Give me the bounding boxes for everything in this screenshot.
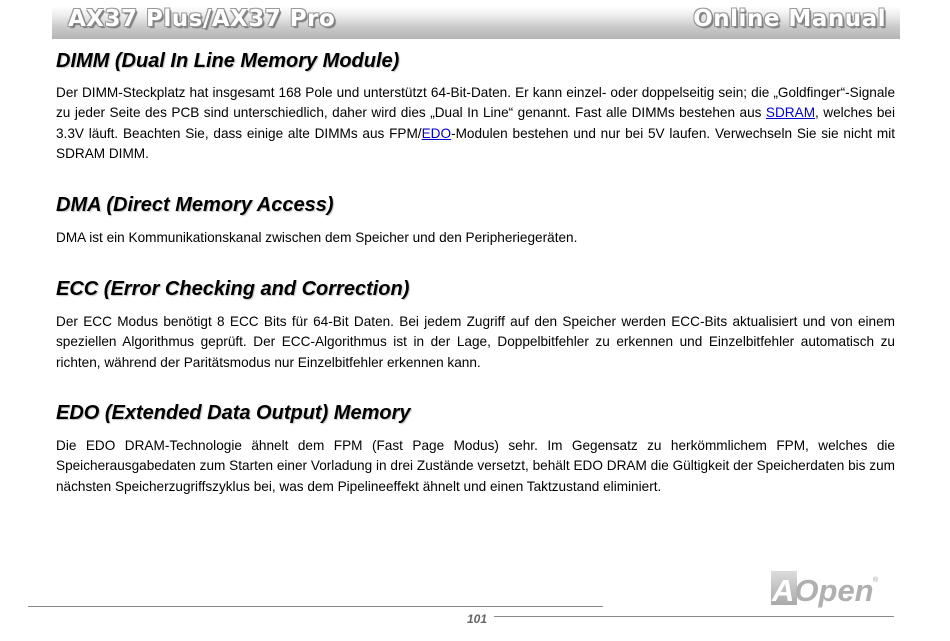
section-text-dimm [56, 83, 895, 164]
section-title-ecc: ECC (Error Checking and Correction) [56, 278, 410, 300]
footer-divider-right [494, 616, 894, 617]
dimm-text-part-2: , welches bei 3.3V läuft. Beachten Sie, dass einige alte DIMMs aus FPM/ [56, 105, 895, 141]
sdram-link[interactable]: SDRAM [765, 105, 816, 121]
section-title-dma: DMA (Direct Memory Access) [56, 194, 334, 216]
dimm-text-part-1: Der DIMM-Steckplatz hat insgesamt 168 Pole und unterstützt 64-Bit-Daten. Er kann einzel- oder doppelseitig sein; die „Goldfinger“-Signale zu jeder Seite des PCB sind unterschiedlich, daher wird dies „Dual In Line“ genannt. Fast alle DIMMs bestehen aus [56, 85, 895, 121]
manual-model-title: AX37 Plus/AX37 Pro [68, 6, 336, 32]
section-text-ecc: Der ECC Modus benötigt 8 ECC Bits für 64-Bit Daten. Bei jedem Zugriff auf den Speicher werden ECC-Bits aktualisiert und von einem speziellen Algorithmus geprüft. Der ECC-Algorithmus ist in der Lage, Doppelbitfehler zu erkennen und Einzelbitfehler automatisch zu richten, während der Paritätsmodus nur Einzelbitfehler erkennen kann. [56, 314, 895, 370]
edo-link[interactable]: EDO [421, 125, 452, 141]
section-text-dma: DMA ist ein Kommunikationskanal zwischen dem Speicher und den Peripheriegeräten. [56, 230, 578, 245]
aopen-logo [770, 568, 890, 608]
footer-divider-left [28, 606, 603, 607]
aopen-logo-registered-mark: ® [873, 577, 879, 584]
aopen-logo-text: AOpen [772, 573, 874, 608]
section-title-dimm: DIMM (Dual In Line Memory Module) [56, 50, 400, 72]
section-text-edo: Die EDO DRAM-Technologie ähnelt dem FPM (Fast Page Modus) sehr. Im Gegensatz zu herkömmlichem FPM, welches die Speicherausgabedaten zum Starten einer Vorladung in drei Zustände versetzt, behält EDO DRAM die Gültigkeit der Speicherdaten bis zum nächsten Speicherzugriffszyklus bei, was dem Pipelineeffekt ähnelt und einen Taktzustand eliminiert. [56, 438, 895, 494]
online-manual-title: Online Manual [693, 6, 886, 32]
page-number: 101 [464, 612, 490, 626]
dimm-text-part-3: -Modulen bestehen und nur bei 5V laufen. Verwechseln Sie sie nicht mit SDRAM DIMM. [56, 125, 895, 161]
section-title-edo: EDO (Extended Data Output) Memory [56, 402, 411, 424]
